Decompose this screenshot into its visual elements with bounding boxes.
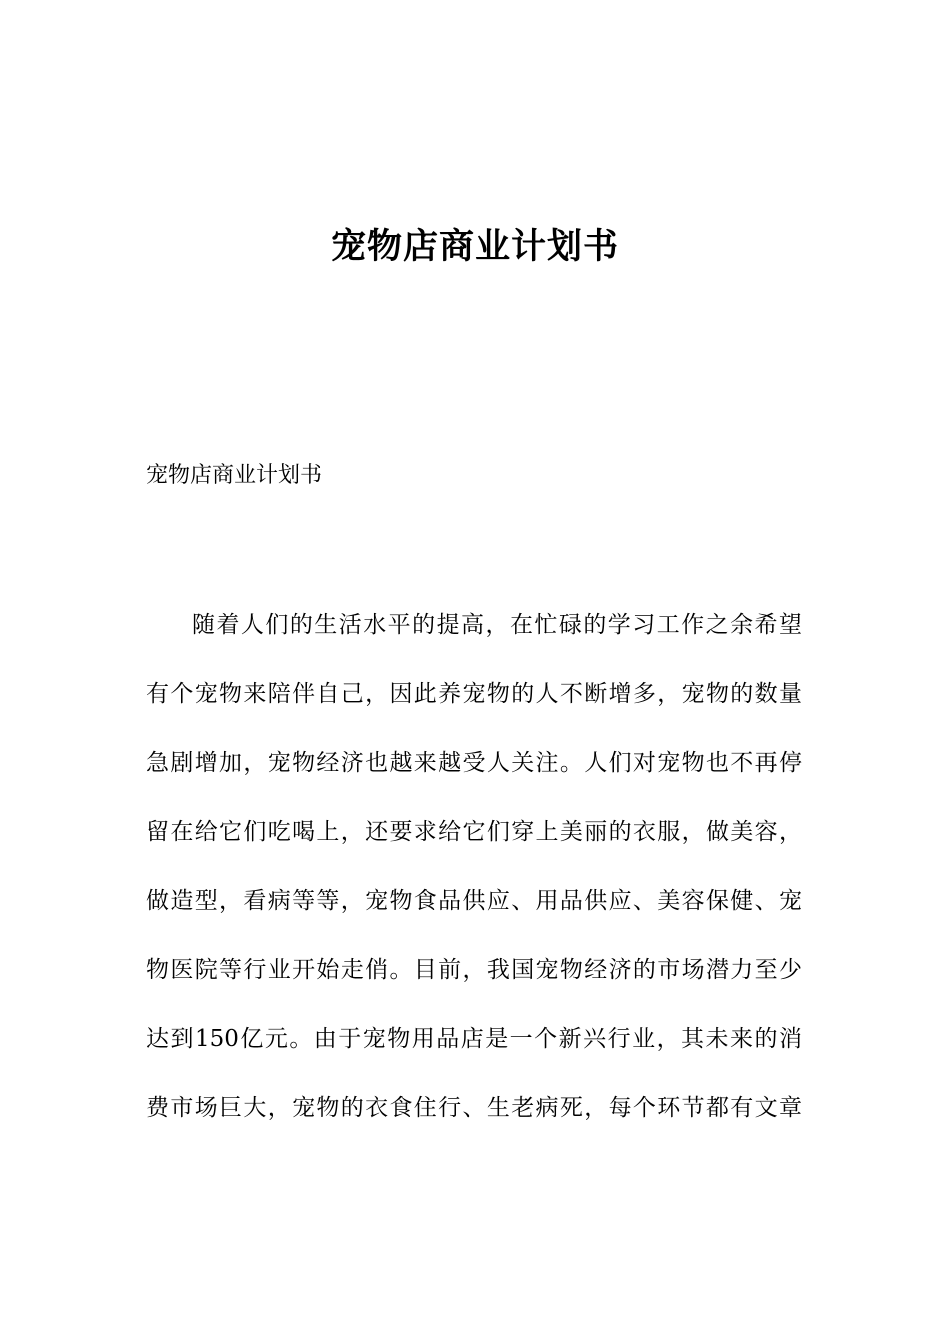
body-line: 有个宠物来陪伴自己，因此养宠物的人不断增多，宠物的数量 xyxy=(146,681,802,707)
body-paragraph xyxy=(146,610,806,1162)
body-line: 达到150亿元。由于宠物用品店是一个新兴行业，其未来的消 xyxy=(146,1026,802,1052)
document-title: 宠物店商业计划书 xyxy=(330,227,619,267)
body-line: 急剧增加，宠物经济也越来越受人关注。人们对宠物也不再停 xyxy=(146,750,802,776)
document-subtitle: 宠物店商业计划书 xyxy=(146,463,323,488)
body-line: 物医院等行业开始走俏。目前，我国宠物经济的市场潜力至少 xyxy=(146,957,802,983)
body-line: 费市场巨大，宠物的衣食住行、生老病死，每个环节都有文章 xyxy=(146,1095,802,1121)
body-line: 做造型，看病等等，宠物食品供应、用品供应、美容保健、宠 xyxy=(146,888,802,914)
body-line: 留在给它们吃喝上，还要求给它们穿上美丽的衣服，做美容， xyxy=(146,819,802,845)
body-line: 随着人们的生活水平的提高，在忙碌的学习工作之余希望 xyxy=(192,612,802,638)
